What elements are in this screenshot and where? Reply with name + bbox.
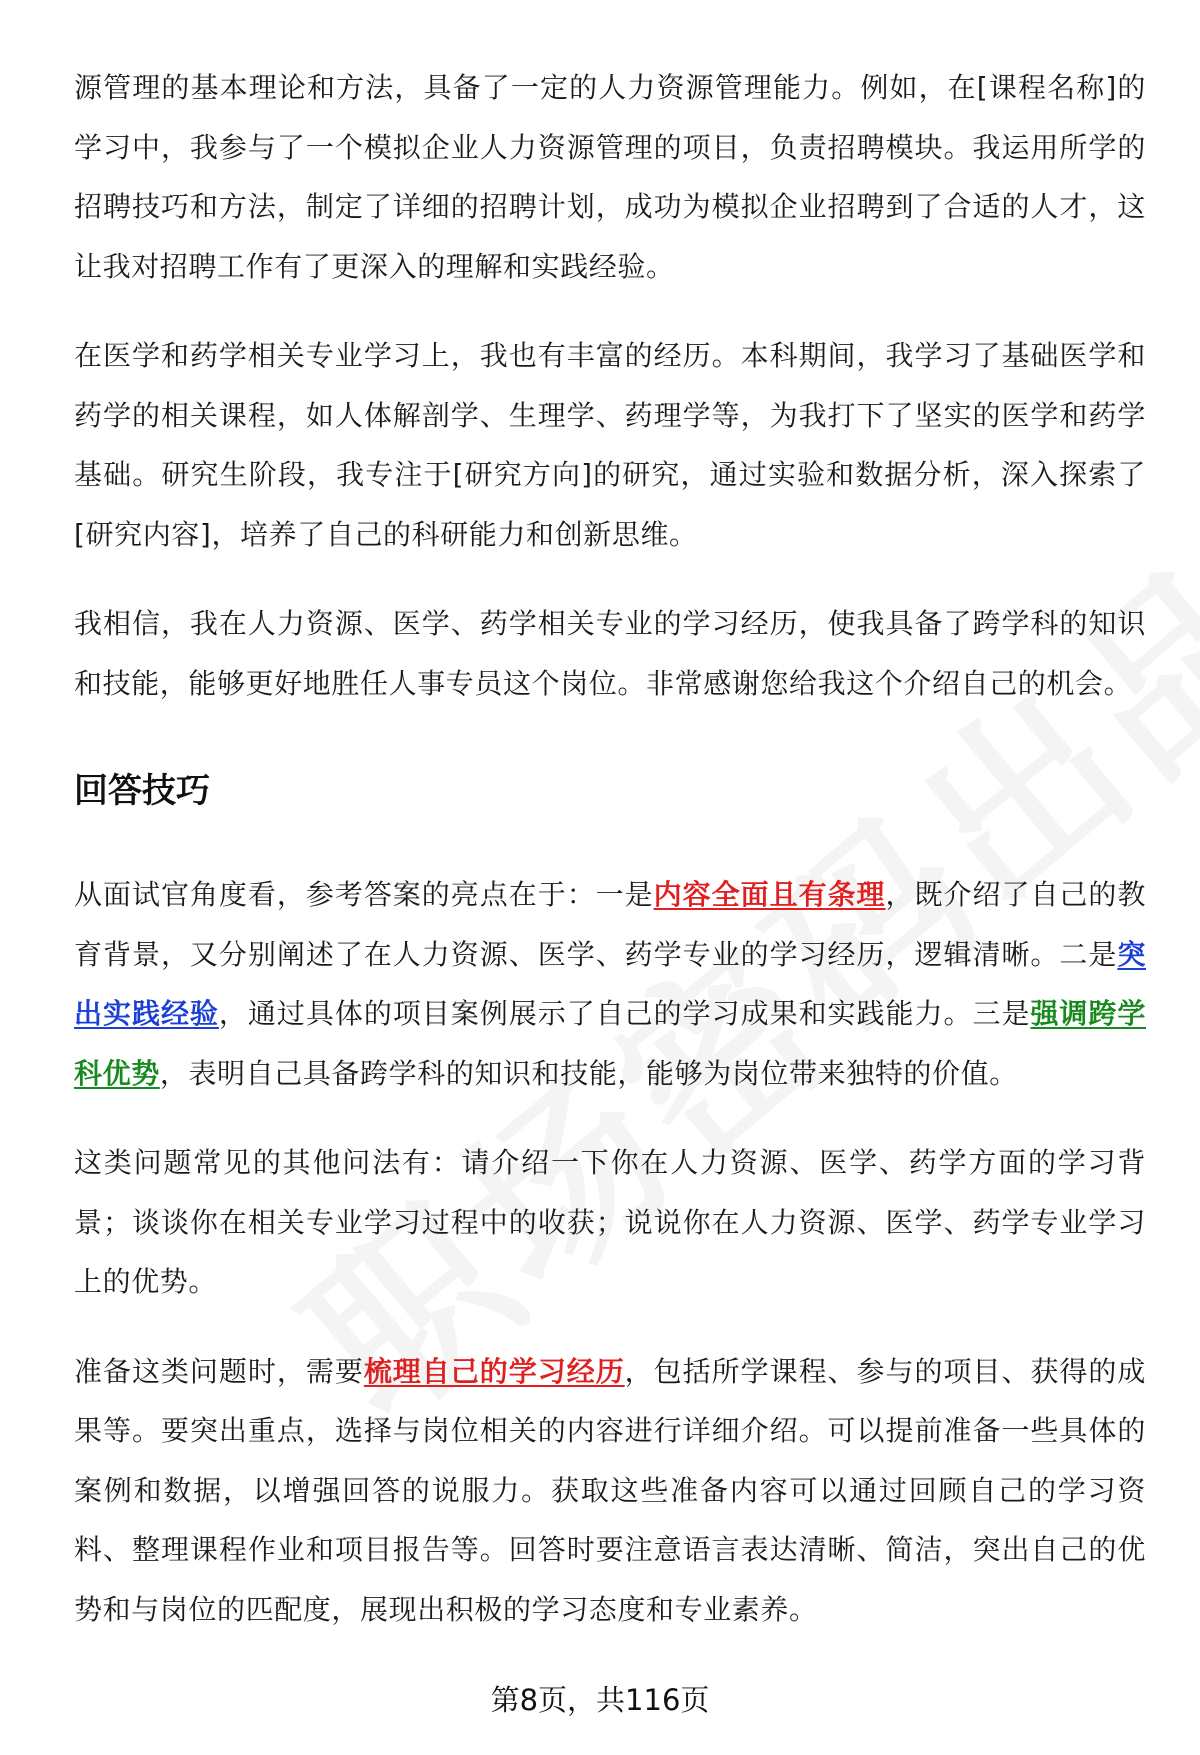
text-segment: ，表明自己具备跨学科的知识和技能，能够为岗位带来独特的价值。 [159, 1056, 1018, 1090]
text-segment: ，既介绍了自己的教育背景，又分别阐述了在人力资源、医学、药学专业的学习经历，逻辑清晰。二是 [74, 878, 1146, 971]
highlight-interdisciplinary: 强调跨学科优势 [74, 997, 1146, 1090]
paragraph-highlights [74, 865, 1146, 1103]
highlight-review-experience: 梳理自己的学习经历 [363, 1354, 625, 1388]
highlight-practice: 突出实践经验 [74, 937, 1146, 1030]
text-segment: 从面试官角度看，参考答案的亮点在于：一是 [74, 878, 654, 911]
text-segment: ，通过具体的项目案例展示了自己的学习成果和实践能力。三是 [218, 997, 1031, 1030]
text-segment: 准备这类问题时，需要 [74, 1354, 364, 1388]
document-body [74, 58, 1146, 1669]
paragraph-preparation [74, 1342, 1146, 1640]
highlight-comprehensive: 内容全面且有条理 [653, 878, 886, 911]
section-heading: 回答技巧 [74, 771, 210, 811]
paragraph-conclusion: 我相信，我在人力资源、医学、药学相关专业的学习经历，使我具备了跨学科的知识和技能，能够更好地胜任人事专员这个岗位。非常感谢您给我这个介绍自己的机会。 [74, 607, 1146, 700]
paragraph-medical-pharma: 在医学和药学相关专业学习上，我也有丰富的经历。本科期间，我学习了基础医学和药学的相关课程，如人体解剖学、生理学、药理学等，为我打下了坚实的医学和药学基础。研究生阶段，我专注于[研究方向]的研究，通过实验和数据分析，深入探索了[研究内容]，培养了自己的科研能力和创新思维。 [74, 339, 1146, 551]
paragraph-alternative-questions: 这类问题常见的其他问法有：请介绍一下你在人力资源、医学、药学方面的学习背景；谈谈你在相关专业学习过程中的收获；说说你在人力资源、医学、药学专业学习上的优势。 [74, 1146, 1146, 1298]
page-number: 第8页，共116页 [490, 1683, 710, 1717]
text-segment: ，包括所学课程、参与的项目、获得的成果等。要突出重点，选择与岗位相关的内容进行详细介绍。可以提前准备一些具体的案例和数据，以增强回答的说服力。获取这些准备内容可以通过回顾自己的学习资料、整理课程作业和项目报告等。回答时要注意语言表达清晰、简洁，突出自己的优势和与岗位的匹配度，展现出积极的学习态度和专业素养。 [74, 1354, 1146, 1626]
paragraph-intro-hr: 源管理的基本理论和方法，具备了一定的人力资源管理能力。例如，在[课程名称]的学习中，我参与了一个模拟企业人力资源管理的项目，负责招聘模块。我运用所学的招聘技巧和方法，制定了详细的招聘计划，成功为模拟企业招聘到了合适的人才，这让我对招聘工作有了更深入的理解和实践经验。 [74, 71, 1146, 283]
